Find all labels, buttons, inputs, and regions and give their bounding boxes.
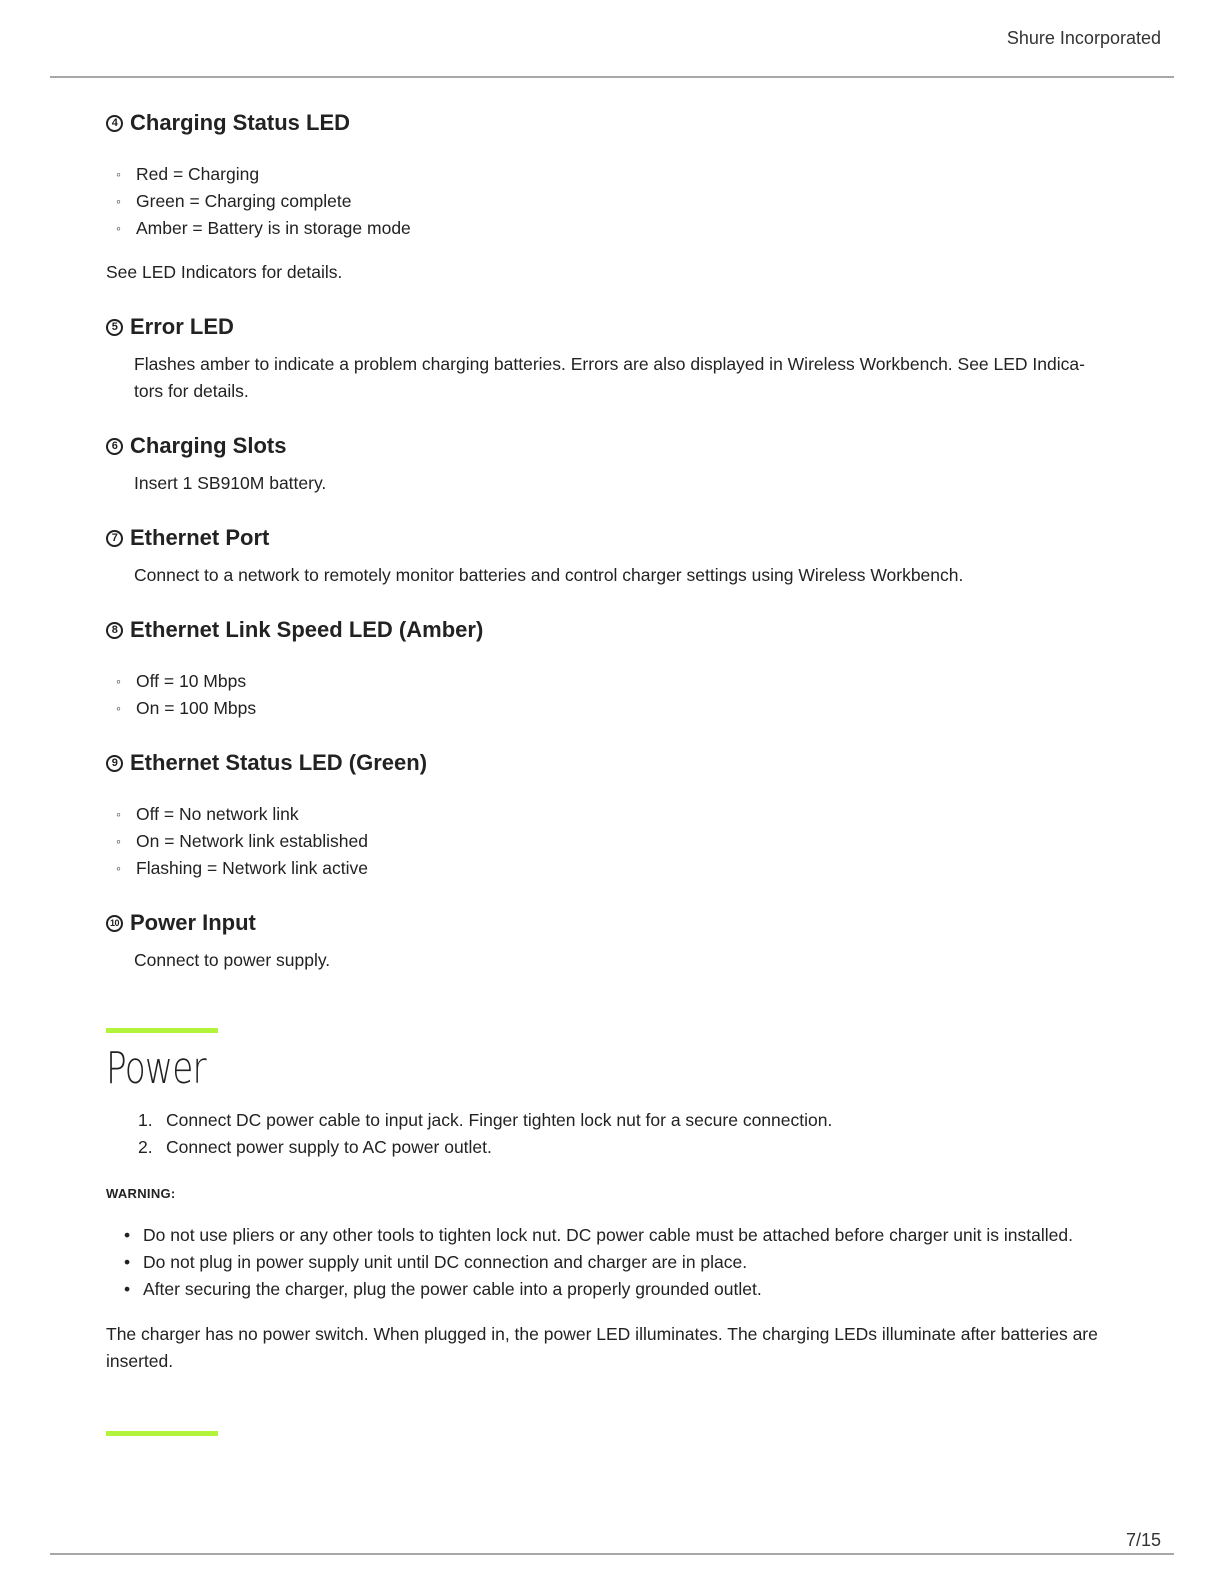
list-item: [106, 1134, 1116, 1161]
number-badge: 4: [106, 115, 123, 132]
heading-charging-status-led: [106, 107, 1116, 139]
header-divider: [50, 76, 1174, 78]
power-steps-list: [106, 1107, 1116, 1161]
list-item: • Do not plug in power supply unit until DC connection and charger are in place.: [106, 1249, 1116, 1276]
power-input-description: Connect to power supply.: [134, 950, 331, 970]
heading-power-input: [106, 907, 1116, 939]
heading-ethernet-status-led: [106, 747, 1116, 779]
link-speed-list: [106, 668, 1116, 722]
list-item: ◦ Amber = Battery is in storage mode: [106, 215, 1116, 242]
heading-text: Charging Slots: [130, 433, 287, 458]
heading-text: Error LED: [130, 314, 234, 339]
heading-text: Ethernet Port: [130, 525, 270, 550]
list-item: ◦ Flashing = Network link active: [106, 855, 1116, 882]
heading-text: Ethernet Link Speed LED (Amber): [130, 617, 484, 642]
footer-divider: [50, 1553, 1174, 1555]
list-item: • After securing the charger, plug the power cable into a properly grounded outlet.: [106, 1276, 1116, 1303]
error-led-description: Flashes amber to indicate a problem charging batteries. Errors are also displayed in Wireless Workbench. See LED Indica- tors for details.: [134, 354, 1085, 401]
section-title-power: Power: [106, 1043, 206, 1094]
heading-text: Charging Status LED: [130, 110, 351, 135]
number-badge: 8: [106, 622, 123, 639]
heading-text: Ethernet Status LED (Green): [130, 750, 428, 775]
list-item: ◦ Off = No network link: [106, 801, 1116, 828]
warning-label: WARNING:: [106, 1186, 176, 1201]
heading-charging-slots: [106, 430, 1116, 462]
number-badge: 9: [106, 755, 123, 772]
list-item: ◦ Green = Charging complete: [106, 188, 1116, 215]
led-indicators-note: See LED Indicators for details.: [106, 262, 343, 282]
step-text: Connect DC power cable to input jack. Finger tighten lock nut for a secure connection.: [166, 1110, 833, 1130]
warnings-list: [106, 1222, 1116, 1303]
step-number: 1.: [138, 1110, 153, 1130]
main-content: [106, 107, 1116, 1436]
list-item: ◦ Red = Charging: [106, 161, 1116, 188]
heading-error-led: [106, 311, 1116, 343]
charging-slots-description: Insert 1 SB910M battery.: [134, 473, 327, 493]
section-accent-bar: [106, 1431, 218, 1436]
list-item: [106, 1107, 1116, 1134]
number-badge: 6: [106, 438, 123, 455]
number-badge: 10: [106, 915, 123, 932]
step-number: 2.: [138, 1137, 153, 1157]
number-badge: 5: [106, 319, 123, 336]
section-accent-bar: [106, 1028, 218, 1033]
heading-text: Power Input: [130, 910, 256, 935]
number-badge: 7: [106, 530, 123, 547]
list-item: ◦ Off = 10 Mbps: [106, 668, 1116, 695]
heading-ethernet-port: [106, 522, 1116, 554]
list-item: ◦ On = 100 Mbps: [106, 695, 1116, 722]
company-name: Shure Incorporated: [1006, 28, 1161, 48]
list-item: ◦ On = Network link established: [106, 828, 1116, 855]
charging-status-list: [106, 161, 1116, 242]
ethernet-port-description: Connect to a network to remotely monitor batteries and control charger settings using Wireless Workbench.: [134, 565, 964, 585]
step-text: Connect power supply to AC power outlet.: [166, 1137, 492, 1157]
ethernet-status-list: [106, 801, 1116, 882]
list-item: • Do not use pliers or any other tools to tighten lock nut. DC power cable must be attached before charger unit is installed.: [106, 1222, 1116, 1249]
page-number: 7/15: [1125, 1530, 1161, 1550]
heading-ethernet-link-speed-led: [106, 614, 1116, 646]
power-note: The charger has no power switch. When plugged in, the power LED illuminates. The charging LEDs illuminate after batteries are inserted.: [106, 1324, 1098, 1371]
